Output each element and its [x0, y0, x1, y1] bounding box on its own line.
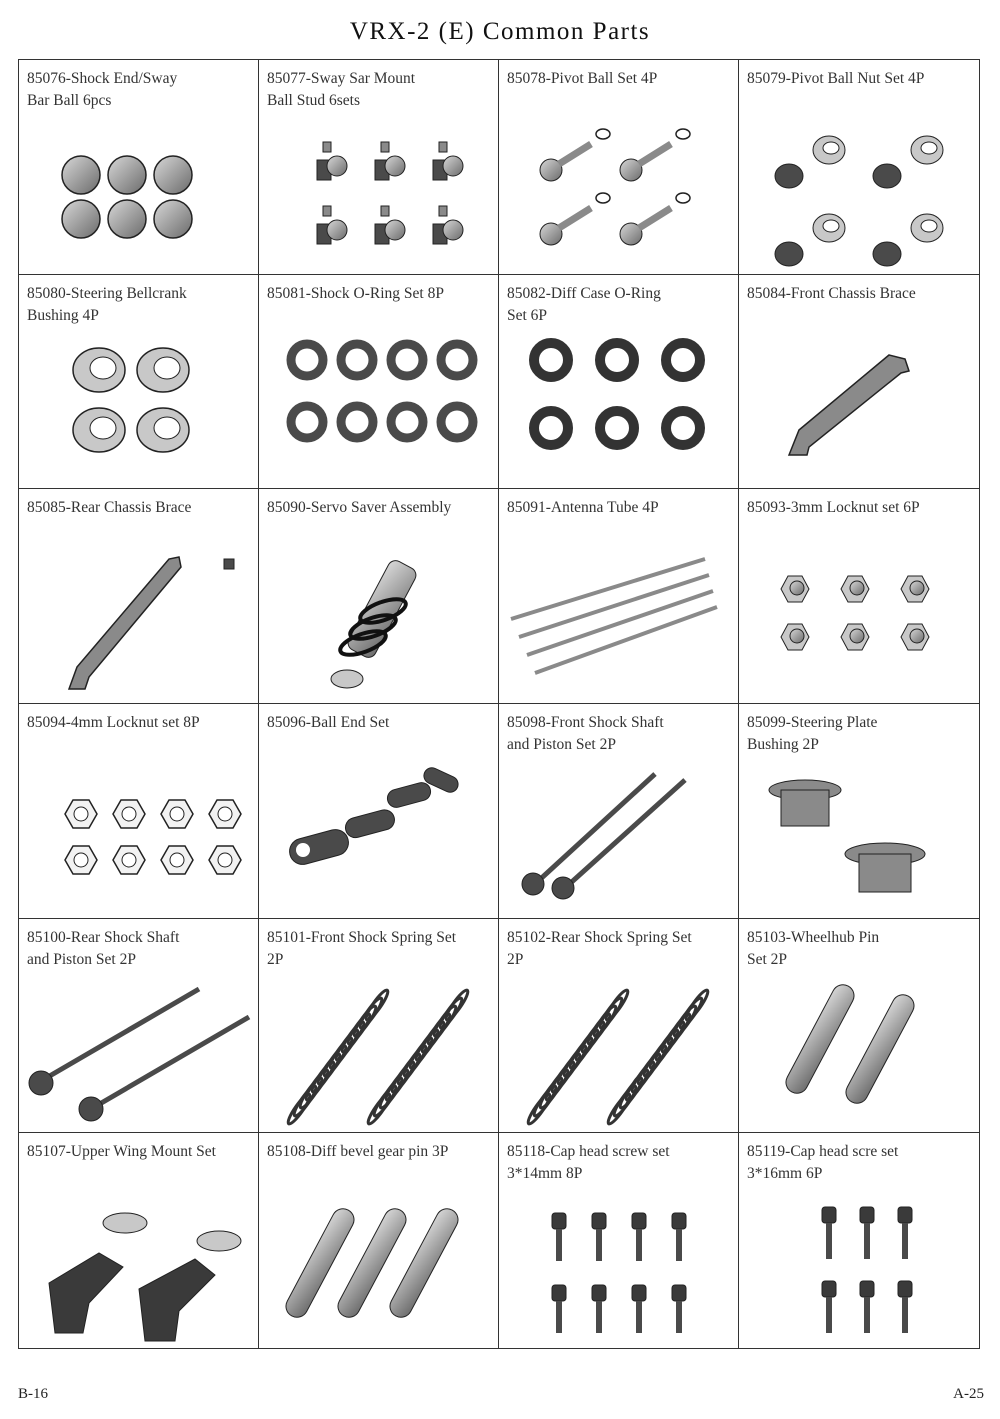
- part-label: 85077-Sway Sar Mount Ball Stud 6sets: [267, 70, 416, 109]
- antenna-tube-icon: [499, 549, 739, 699]
- plate-bushing-icon: [739, 764, 979, 914]
- part-cell: [259, 489, 499, 704]
- shock-shaft-long-icon: [19, 979, 259, 1129]
- part-cell: [19, 704, 259, 919]
- o-ring-icon: [259, 335, 499, 485]
- part-label: 85082-Diff Case O-Ring Set 6P: [507, 284, 661, 324]
- part-label: 85076-Shock End/Sway Bar Ball 6pcs: [27, 70, 178, 109]
- part-label: 85102-Rear Shock Spring Set 2P: [507, 928, 692, 968]
- part-label: 85085-Rear Chassis Brace: [27, 499, 192, 517]
- part-label: 85099-Steering Plate Bushing 2P: [747, 714, 878, 753]
- part-cell: [739, 60, 979, 275]
- part-cell: [19, 489, 259, 704]
- ball-stud-icon: [259, 120, 499, 270]
- part-cell: [499, 275, 739, 490]
- part-cell: [19, 919, 259, 1134]
- part-cell: [739, 704, 979, 919]
- part-cell: [259, 1133, 499, 1348]
- part-cell: [499, 1133, 739, 1348]
- footer-page-left: B-16: [18, 1386, 48, 1402]
- part-cell: [19, 1133, 259, 1348]
- part-label: 85091-Antenna Tube 4P: [507, 499, 659, 517]
- part-cell: [499, 489, 739, 704]
- pivot-ball-icon: [499, 120, 739, 270]
- part-cell: [19, 275, 259, 490]
- shock-shaft-icon: [499, 764, 739, 914]
- part-label: 85098-Front Shock Shaft and Piston Set 2P: [507, 714, 664, 753]
- rear-brace-icon: [19, 549, 259, 699]
- part-cell: [19, 60, 259, 275]
- part-cell: [259, 275, 499, 490]
- part-label: 85090-Servo Saver Assembly: [267, 499, 452, 517]
- part-cell: [499, 919, 739, 1134]
- part-cell: [259, 704, 499, 919]
- part-label: 85107-Upper Wing Mount Set: [27, 1143, 216, 1161]
- part-label: 85101-Front Shock Spring Set 2P: [267, 928, 457, 968]
- o-ring-dark-icon: [499, 335, 739, 485]
- part-label: 85119-Cap head scre set 3*16mm 6P: [747, 1143, 899, 1183]
- part-label: 85103-Wheelhub Pin Set 2P: [747, 928, 880, 968]
- screw-icon: [499, 1193, 739, 1343]
- part-cell: [499, 60, 739, 275]
- footer-page-right: A-25: [953, 1386, 984, 1402]
- part-cell: [259, 60, 499, 275]
- part-cell: [739, 1133, 979, 1348]
- part-label: 85096-Ball End Set: [267, 714, 390, 731]
- ball-end-icon: [259, 764, 499, 914]
- screw-icon: [739, 1193, 979, 1343]
- spring-icon: [259, 979, 499, 1129]
- front-brace-icon: [739, 335, 979, 485]
- locknut-flanged-icon: [19, 764, 259, 914]
- pin-icon: [739, 979, 979, 1129]
- ball-icon: [19, 120, 259, 270]
- page-title: VRX-2 (E) Common Parts: [349, 18, 651, 45]
- part-cell: [259, 919, 499, 1134]
- part-label: 85081-Shock O-Ring Set 8P: [267, 284, 444, 302]
- part-label: 85079-Pivot Ball Nut Set 4P: [747, 70, 925, 87]
- part-label: 85094-4mm Locknut set 8P: [27, 714, 200, 731]
- wing-mount-icon: [19, 1193, 259, 1343]
- part-label: 85084-Front Chassis Brace: [747, 284, 916, 302]
- part-label: 85078-Pivot Ball Set 4P: [507, 70, 658, 87]
- part-label: 85093-3mm Locknut set 6P: [747, 499, 920, 517]
- part-label: 85100-Rear Shock Shaft and Piston Set 2P: [27, 928, 180, 968]
- parts-grid: [18, 59, 980, 1349]
- part-cell: [739, 275, 979, 490]
- part-cell: [739, 919, 979, 1134]
- part-cell: [499, 704, 739, 919]
- part-label: 85080-Steering Bellcrank Bushing 4P: [27, 284, 187, 324]
- pin-icon: [259, 1193, 499, 1343]
- locknut-icon: [739, 549, 979, 699]
- spring-icon: [499, 979, 739, 1129]
- pivot-nut-icon: [739, 120, 979, 270]
- bushing-icon: [19, 335, 259, 485]
- servo-saver-icon: [259, 549, 499, 699]
- part-label: 85108-Diff bevel gear pin 3P: [267, 1143, 449, 1161]
- part-label: 85118-Cap head screw set 3*14mm 8P: [507, 1143, 670, 1183]
- part-cell: [739, 489, 979, 704]
